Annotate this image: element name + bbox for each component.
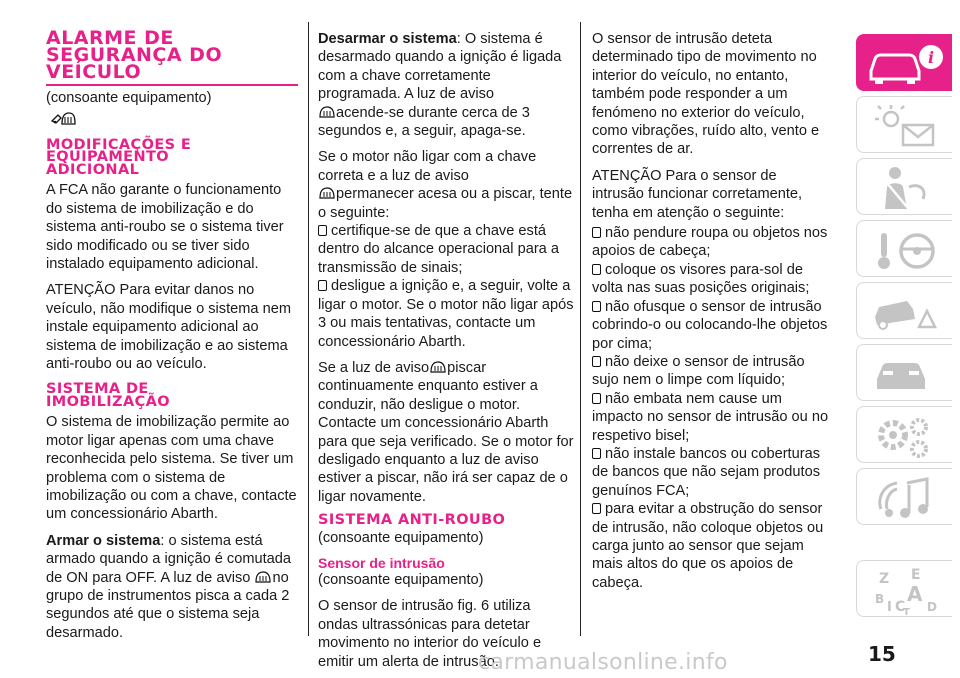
list-item: não instale bancos ou coberturas de bancos que não sejam produtos genuínos FCA;	[592, 445, 820, 499]
tab-safety[interactable]	[856, 158, 952, 215]
tab-warning-lights[interactable]	[856, 96, 952, 153]
car-breakdown-icon	[857, 283, 953, 340]
bullet-icon	[592, 393, 601, 404]
list-item: não deixe o sensor de intrusão sujo nem o limpe com líquido;	[592, 353, 805, 389]
tab-maintenance[interactable]	[856, 344, 952, 401]
heading-intrusion-sensor: Sensor de intrusão	[318, 555, 445, 572]
section-title-vehicle-alarm: ALARME DE SEGURANÇA DO VEÍCULO	[46, 27, 223, 83]
tab-car-info[interactable]	[856, 34, 952, 91]
paragraph: O sistema de imobilização permite ao motor ligar apenas com uma chave reconhecida pelo sistema. Se tiver um problema com o sistema de imobilização ou com a chave, contacte um concessionário Abarth.	[46, 414, 297, 523]
tab-starting-driving[interactable]	[856, 220, 952, 277]
paragraph: A FCA não garante o funcionamento do sistema de imobilização e do sistema anti-roubo se o sistema tiver sido modificado ou se tiver sido instalado equipamento adicional.	[46, 182, 284, 272]
list-item: não embata nem cause um impacto no sensor de intrusão ou no respetivo bisel;	[592, 390, 829, 444]
equipment-note: (consoante equipamento)	[318, 529, 484, 546]
warning-light-icon	[318, 105, 336, 119]
heading-modifications: MODIFICAÇÕES E EQUIPAMENTO ADICIONAL	[46, 136, 192, 178]
paragraph: Se o motor não ligar com a chave correta e a luz de aviso permanecer acesa ou a piscar, tente o seguinte:	[318, 149, 573, 221]
warning-light-icon	[318, 186, 336, 200]
index-letter: A	[907, 582, 923, 606]
bullet-icon	[318, 225, 327, 236]
index-letter: B	[875, 592, 885, 606]
equipment-note: (consoante equipamento)	[46, 90, 212, 106]
paragraph: O sensor de intrusão deteta determinado tipo de movimento no interior do veículo, no entanto, também pode responder a um fenómeno no exterior do veículo, como vibrações, ruído alto, vento e correntes de ar.	[592, 31, 820, 158]
list-item: não ofusque o sensor de intrusão cobrindo-o ou colocando-lhe objetos por cima;	[592, 298, 828, 352]
warning-lights-icon	[857, 97, 953, 154]
bullet-icon	[592, 503, 601, 514]
warning-paragraph: ATENÇÃO Para o sensor de intrusão funcionar corretamente, tenha em atenção o seguinte:	[592, 167, 803, 221]
heading-anti-theft: SISTEMA ANTI-ROUBO	[318, 512, 506, 529]
list-item: para evitar a obstrução do sensor de intrusão, não coloque objetos ou carga junto ao sensor que sejam mais altos do que os apoios de cabeça.	[592, 501, 824, 591]
paragraph-disarm-system: Desarmar o sistema: O sistema é desarmado quando a ignição é ligada com a chave corretamente programada. A luz de aviso acende-se durante cerca de 3 segundos e, a seguir, apaga-se.	[318, 31, 562, 140]
column-1	[46, 27, 298, 650]
technical-data-icon	[857, 407, 953, 464]
paragraph-arm-system: Armar o sistema: o sistema está armado quando a ignição é comutada de ON para OFF. A luz de aviso no grupo de instrumentos pisca a cada 2 segundos até que o sistema seja desarmado.	[46, 532, 292, 641]
index-icon	[857, 561, 953, 618]
multimedia-icon	[857, 469, 953, 526]
column-divider	[308, 22, 309, 636]
heading-immobilizer: SISTEMA DE IMOBILIZAÇÃO	[46, 381, 170, 410]
tab-technical-data[interactable]	[856, 406, 952, 463]
tab-emergency[interactable]	[856, 282, 952, 339]
equipment-note: (consoante equipamento)	[318, 572, 484, 589]
car-info-icon	[857, 35, 953, 92]
list-item: desligue a ignição e, a seguir, volte a ligar o motor. Se o motor não ligar após 3 ou mais tentativas, contacte um concessionário Abarth.	[318, 278, 574, 350]
immobilizer-icon	[50, 109, 298, 132]
seatbelt-airbag-icon	[857, 159, 953, 216]
index-letter: T	[903, 607, 910, 618]
list-item: certifique-se de que a chave está dentro do alcance operacional para a transmissão de sinais;	[318, 223, 559, 276]
list-item: não pendure roupa ou objetos nos apoios de cabeça;	[592, 225, 828, 260]
warning-light-icon	[429, 360, 447, 374]
index-letter: I	[887, 600, 892, 615]
page-number: 15	[868, 642, 896, 666]
title-underline	[46, 84, 298, 86]
index-letter: C	[895, 599, 906, 615]
column-divider	[580, 22, 581, 636]
column-2	[318, 30, 574, 678]
paragraph: O sensor de intrusão fig. 6 utiliza ondas ultrassónicas para detetar movimento no interior do veículo e emitir um alerta de intrusão.	[318, 598, 542, 670]
column-3	[592, 30, 832, 592]
car-service-icon	[857, 345, 953, 402]
warning-light-icon	[254, 570, 272, 584]
index-letter: Z	[879, 571, 890, 587]
tab-multimedia[interactable]	[856, 468, 952, 525]
bullet-icon	[592, 227, 601, 238]
bullet-icon	[592, 356, 601, 367]
svg-text:i: i	[927, 48, 935, 67]
warning-paragraph: ATENÇÃO Para evitar danos no veículo, não modifique o sistema nem instale equipamento adicional ao sistema de imobilização e ao sistema anti-roubo ou ao veículo.	[46, 282, 291, 372]
index-letter: E	[911, 567, 921, 583]
bullet-icon	[592, 301, 601, 312]
steering-key-icon	[857, 221, 953, 278]
tab-index[interactable]	[856, 560, 952, 617]
paragraph: Se a luz de aviso piscar continuamente enquanto estiver a conduzir, não desligue o motor. Contacte um concessionário Abarth para que seja verificado. Se o motor for desligado enquanto a luz de aviso estiver a piscar, não irá ser capaz de o ligar novamente.	[318, 359, 574, 505]
bullet-icon	[318, 280, 327, 291]
index-letter: D	[927, 600, 937, 614]
list-item: coloque os visores para-sol de volta nas suas posições originais;	[592, 261, 810, 297]
bullet-icon	[592, 264, 601, 275]
bullet-icon	[592, 448, 601, 459]
watermark-text: carmanualsonline.info	[478, 650, 728, 675]
